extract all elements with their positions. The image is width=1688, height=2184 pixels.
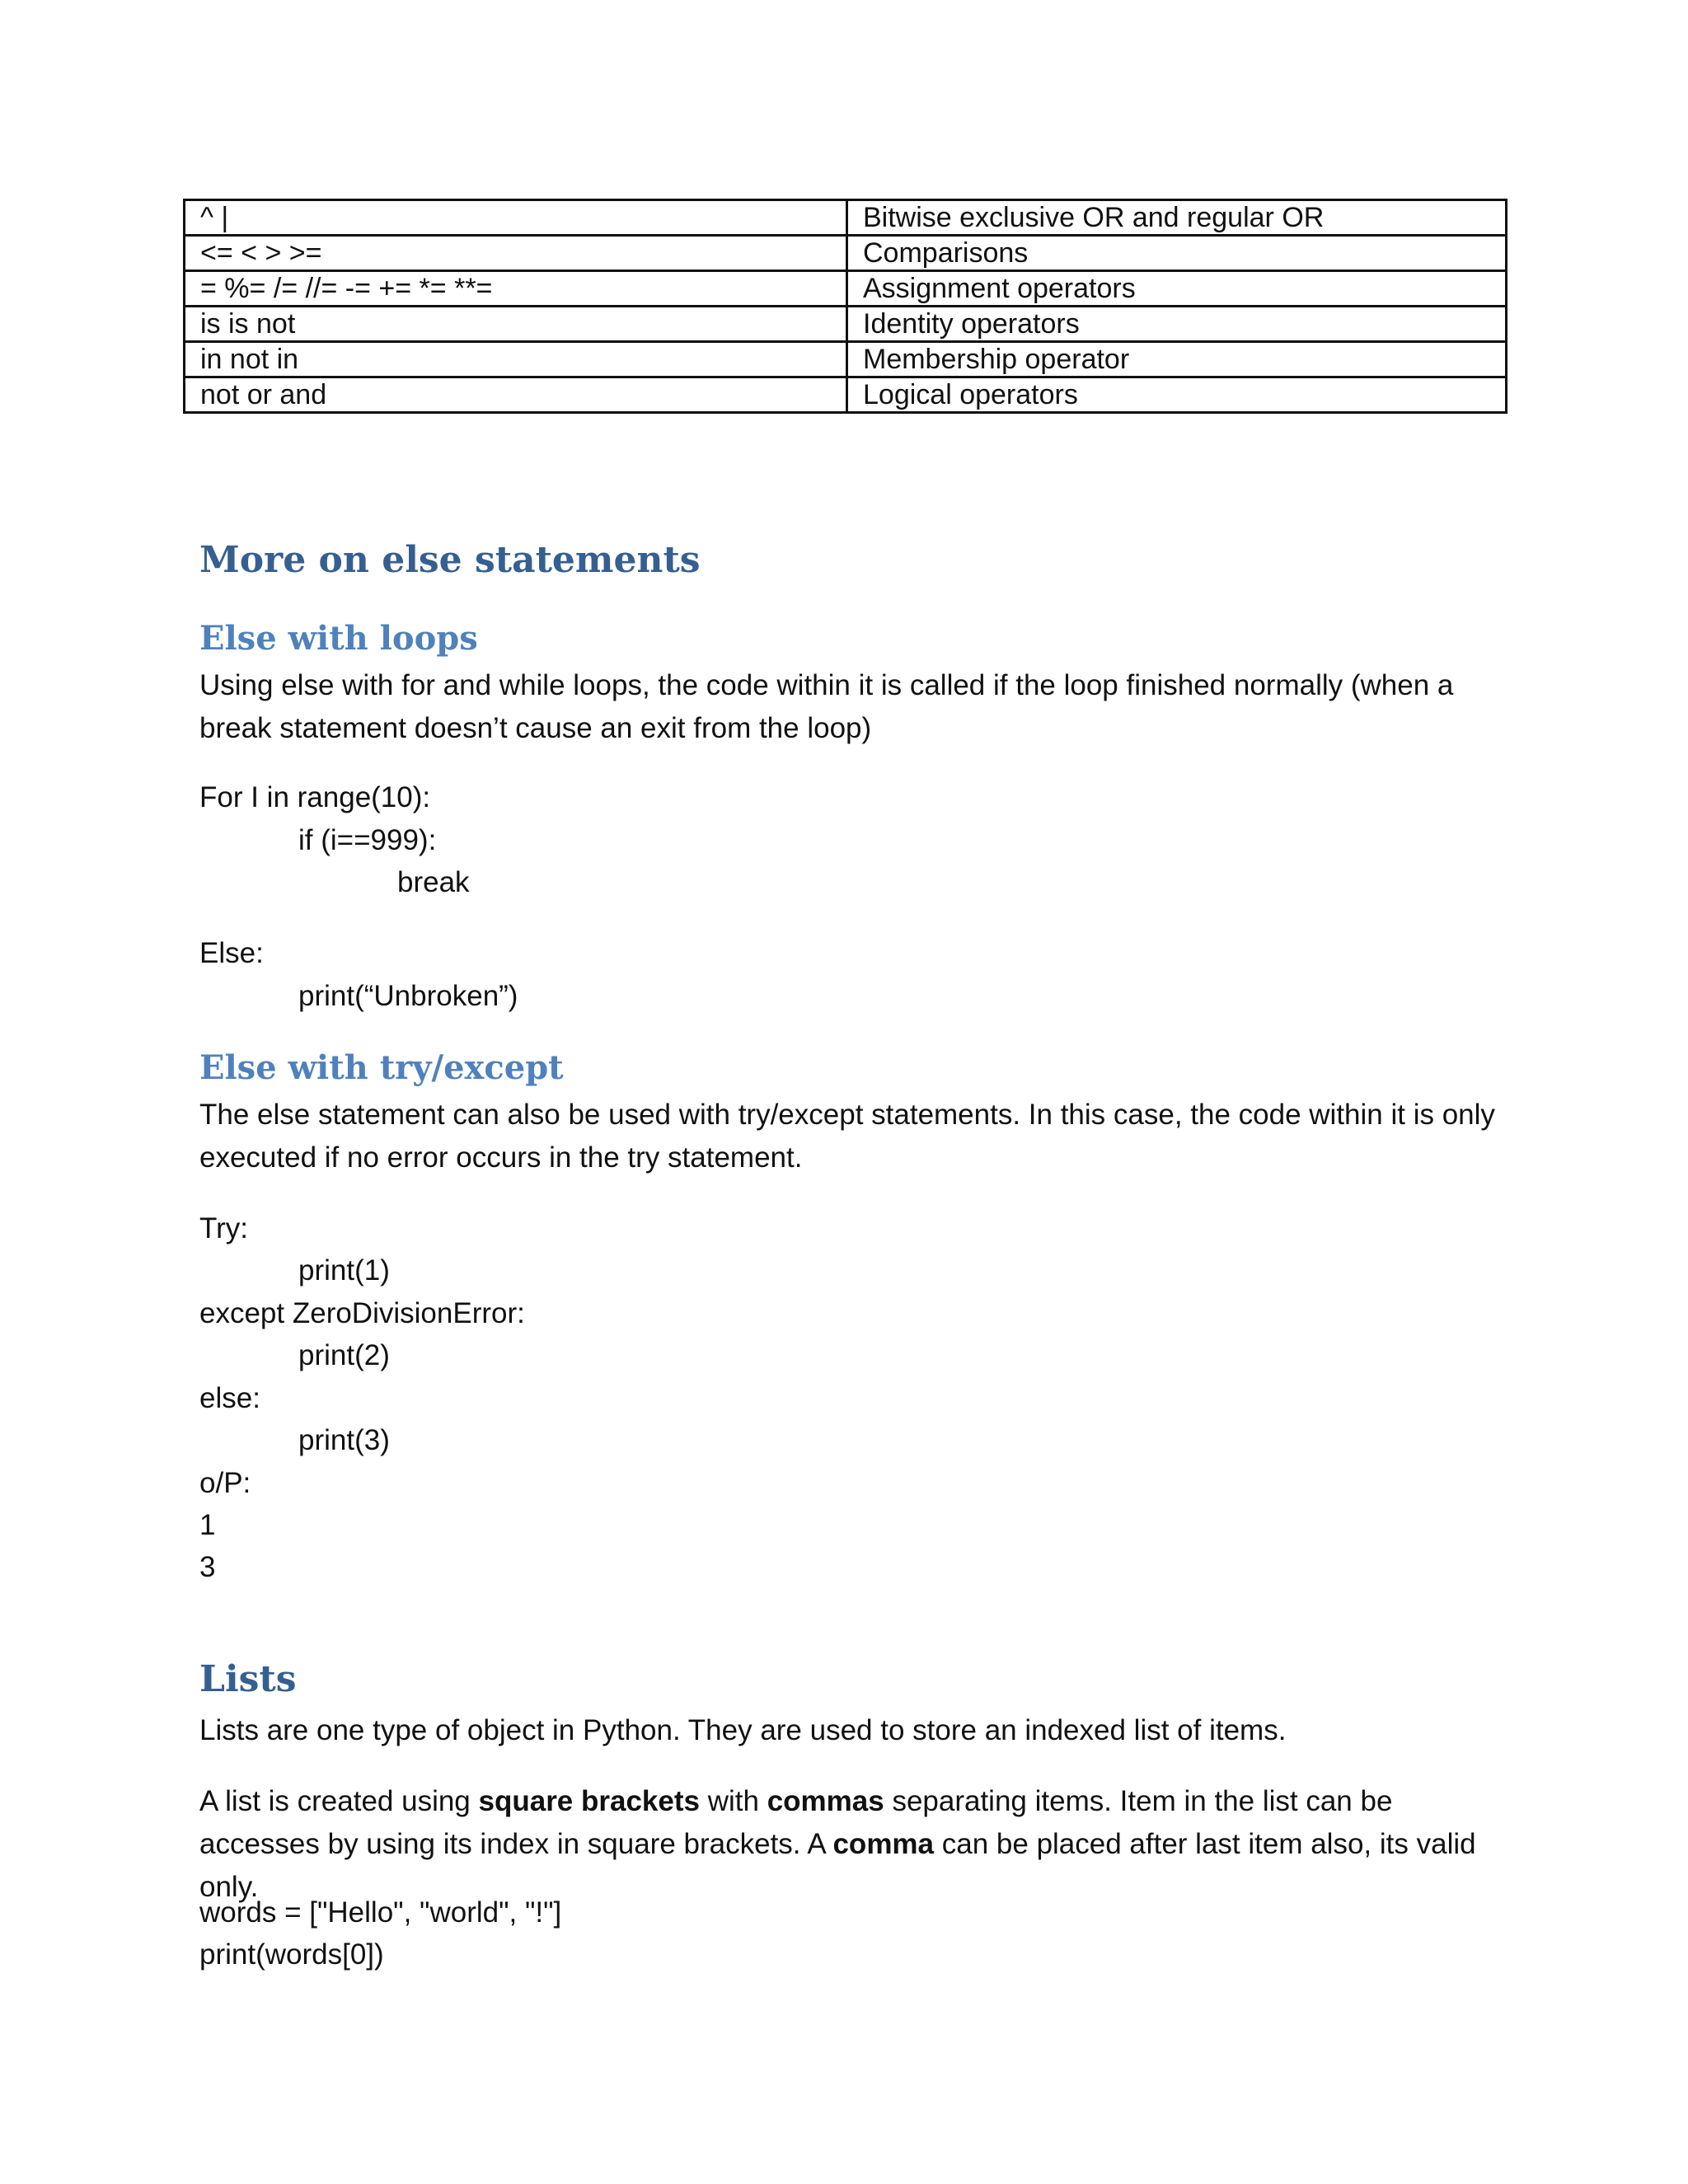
text-run: with — [699, 1785, 767, 1817]
description-cell: Membership operator — [847, 342, 1507, 377]
table-row — [185, 200, 1507, 236]
description-cell: Comparisons — [847, 236, 1507, 271]
table-row — [185, 377, 1507, 413]
code-line: else: — [199, 1382, 260, 1414]
description-cell: Assignment operators — [847, 271, 1507, 307]
lists-description — [199, 1780, 1518, 1909]
else-try-body: The else statement can also be used with try/except statements. In this case, the code within it is only executed if no error occurs in the try statement. — [199, 1099, 1495, 1174]
code-line: print(3) — [298, 1424, 390, 1456]
else-loops-heading: Else with loops — [199, 619, 478, 658]
code-line: print(2) — [298, 1339, 390, 1371]
operator-cell: not or and — [185, 377, 847, 413]
table-row — [185, 342, 1507, 377]
output-line: 3 — [199, 1551, 216, 1583]
code-line: break — [397, 866, 470, 898]
description-cell: Logical operators — [847, 377, 1507, 413]
code-line: print(words[0]) — [199, 1938, 384, 1971]
bold-term: commas — [767, 1785, 884, 1817]
bold-term: square brackets — [478, 1785, 700, 1817]
operator-cell: is is not — [185, 307, 847, 342]
table-row — [185, 271, 1507, 307]
text-run: can be placed after last item also, its valid only. — [199, 1828, 1476, 1903]
code-line: print(“Unbroken”) — [298, 980, 518, 1012]
else-loops-body: Using else with for and while loops, the code within it is called if the loop finished normally (when a break statement doesn’t cause an exit from the loop) — [199, 669, 1454, 744]
code-line: Else: — [199, 937, 264, 969]
code-line: Try: — [199, 1212, 248, 1244]
table-row — [185, 236, 1507, 271]
code-line: except ZeroDivisionError: — [199, 1297, 525, 1329]
operator-table — [183, 199, 1507, 414]
else-section-heading: More on else statements — [199, 539, 701, 581]
code-line: words = ["Hello", "world", "!"] — [199, 1896, 562, 1929]
code-line: print(1) — [298, 1254, 390, 1286]
else-try-heading: Else with try/except — [199, 1048, 564, 1087]
text-run: separating items. Item in the list can be accesses by using its index in square brackets. A — [199, 1785, 1393, 1860]
table-row — [185, 307, 1507, 342]
operator-cell: ^ | — [185, 200, 847, 236]
description-cell: Bitwise exclusive OR and regular OR — [847, 200, 1507, 236]
operator-cell: <= < > >= — [185, 236, 847, 271]
output-label: o/P: — [199, 1467, 251, 1499]
bold-term: comma — [832, 1828, 935, 1860]
operator-cell: in not in — [185, 342, 847, 377]
lists-heading: Lists — [199, 1658, 297, 1700]
output-line: 1 — [199, 1509, 216, 1541]
lists-intro: Lists are one type of object in Python. They are used to store an indexed list of items. — [199, 1714, 1287, 1746]
code-line: For I in range(10): — [199, 781, 431, 813]
operator-cell: = %= /= //= -= += *= **= — [185, 271, 847, 307]
description-cell: Identity operators — [847, 307, 1507, 342]
code-line: if (i==999): — [298, 824, 437, 856]
text-run: A list is created using — [199, 1785, 479, 1817]
